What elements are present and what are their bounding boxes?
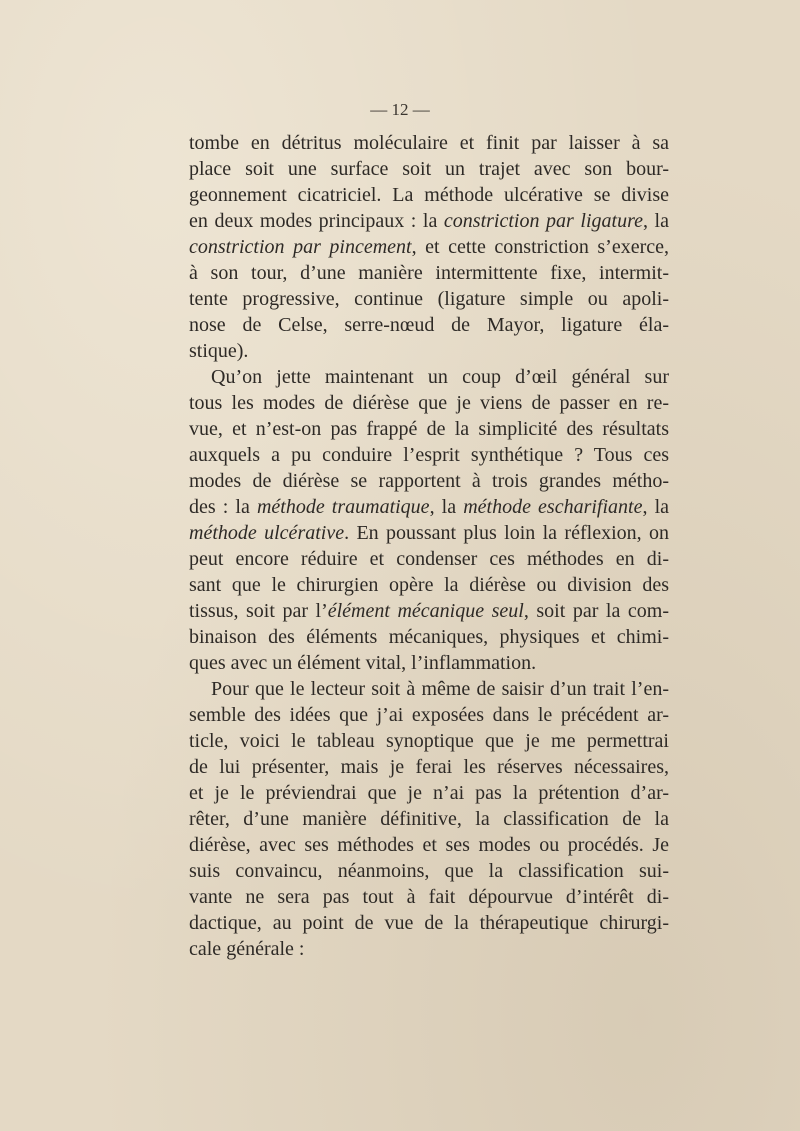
text-segment: vante ne sera pas tout à fait dépourvue d’intérêt di- bbox=[189, 886, 669, 908]
italic-segment: méthode ulcérative bbox=[189, 522, 345, 544]
text-segment: nose de Celse, serre-nœud de Mayor, ligature éla- bbox=[189, 314, 669, 336]
text-line bbox=[189, 598, 669, 624]
text-line bbox=[189, 806, 669, 832]
text-segment: tissus, soit par l’ bbox=[189, 600, 328, 622]
text-segment: diérèse, avec ses méthodes et ses modes ou procédés. Je bbox=[189, 834, 669, 856]
text-line bbox=[189, 546, 669, 572]
text-line bbox=[189, 494, 669, 520]
text-segment: modes de diérèse se rapportent à trois grandes métho- bbox=[189, 470, 669, 492]
text-segment: peut encore réduire et condenser ces méthodes en di- bbox=[189, 548, 669, 570]
text-line bbox=[189, 364, 669, 390]
text-segment: ticle, voici le tableau synoptique que je me permettrai bbox=[189, 730, 669, 752]
text-segment: , la bbox=[642, 210, 669, 232]
text-segment: et je le préviendrai que je n’ai pas la prétention d’ar- bbox=[189, 782, 669, 804]
text-line bbox=[189, 858, 669, 884]
text-segment: , la bbox=[429, 496, 464, 518]
text-segment: suis convaincu, néanmoins, que la classification sui- bbox=[189, 860, 669, 882]
text-segment: rêter, d’une manière définitive, la classification de la bbox=[189, 808, 669, 830]
text-line bbox=[189, 624, 669, 650]
text-line bbox=[189, 754, 669, 780]
text-segment: tombe en détritus moléculaire et finit par laisser à sa bbox=[189, 132, 669, 154]
text-line bbox=[189, 910, 669, 936]
text-segment: en deux modes principaux : la bbox=[189, 210, 444, 232]
text-line bbox=[189, 832, 669, 858]
text-line bbox=[189, 650, 669, 676]
text-line bbox=[189, 520, 669, 546]
text-segment: Pour que le lecteur soit à même de saisir d’un trait l’en- bbox=[211, 678, 669, 700]
text-segment: stique). bbox=[189, 340, 249, 362]
text-segment: , et cette constriction s’exerce, bbox=[411, 236, 669, 258]
text-segment: tous les modes de diérèse que je viens de passer en re- bbox=[189, 392, 669, 414]
text-segment: auxquels a pu conduire l’esprit synthétique ? Tous ces bbox=[189, 444, 669, 466]
italic-segment: élément mécanique seul bbox=[327, 600, 524, 622]
text-segment: à son tour, d’une manière intermittente fixe, intermit- bbox=[189, 262, 669, 284]
text-line bbox=[189, 182, 669, 208]
text-line bbox=[189, 390, 669, 416]
text-line bbox=[189, 572, 669, 598]
text-line bbox=[189, 676, 669, 702]
text-line bbox=[189, 442, 669, 468]
text-segment: vue, et n’est-on pas frappé de la simplicité des résultats bbox=[189, 418, 669, 440]
text-line bbox=[189, 780, 669, 806]
text-line bbox=[189, 156, 669, 182]
page-number: — 12 — bbox=[370, 100, 430, 119]
italic-segment: méthode escharifiante bbox=[463, 496, 643, 518]
text-line bbox=[189, 884, 669, 910]
text-line bbox=[189, 234, 669, 260]
italic-segment: constriction par pincement bbox=[189, 236, 412, 258]
text-segment: de lui présenter, mais je ferai les réserves nécessaires, bbox=[189, 756, 669, 778]
text-line bbox=[189, 208, 669, 234]
text-line bbox=[189, 312, 669, 338]
text-segment: ques avec un élément vital, l’inflammation. bbox=[189, 652, 537, 674]
text-line bbox=[189, 260, 669, 286]
text-line bbox=[189, 416, 669, 442]
italic-segment: constriction par ligature bbox=[443, 210, 643, 232]
text-segment: , soit par la com- bbox=[523, 600, 669, 622]
body-text bbox=[189, 130, 669, 962]
text-segment: tente progressive, continue (ligature simple ou apoli- bbox=[189, 288, 669, 310]
text-line bbox=[189, 338, 669, 364]
text-line bbox=[189, 286, 669, 312]
text-segment: sant que le chirurgien opère la diérèse ou division des bbox=[189, 574, 669, 596]
text-segment: cale générale : bbox=[189, 938, 305, 960]
text-segment: dactique, au point de vue de la thérapeutique chirurgi- bbox=[189, 912, 669, 934]
italic-segment: méthode traumatique bbox=[256, 496, 430, 518]
text-segment: geonnement cicatriciel. La méthode ulcérative se divise bbox=[189, 184, 669, 206]
text-segment: Qu’on jette maintenant un coup d’œil général sur bbox=[211, 366, 669, 388]
text-segment: . En poussant plus loin la réflexion, on bbox=[344, 522, 669, 544]
text-segment: place soit une surface soit un trajet avec son bour- bbox=[189, 158, 669, 180]
text-segment: des : la bbox=[189, 496, 257, 518]
text-line bbox=[189, 936, 669, 962]
text-line bbox=[189, 728, 669, 754]
text-segment: binaison des éléments mécaniques, physiques et chimi- bbox=[189, 626, 669, 648]
text-line bbox=[189, 130, 669, 156]
text-segment: semble des idées que j’ai exposées dans le précédent ar- bbox=[189, 704, 669, 726]
text-line bbox=[189, 468, 669, 494]
text-segment: , la bbox=[642, 496, 669, 518]
text-line bbox=[189, 702, 669, 728]
